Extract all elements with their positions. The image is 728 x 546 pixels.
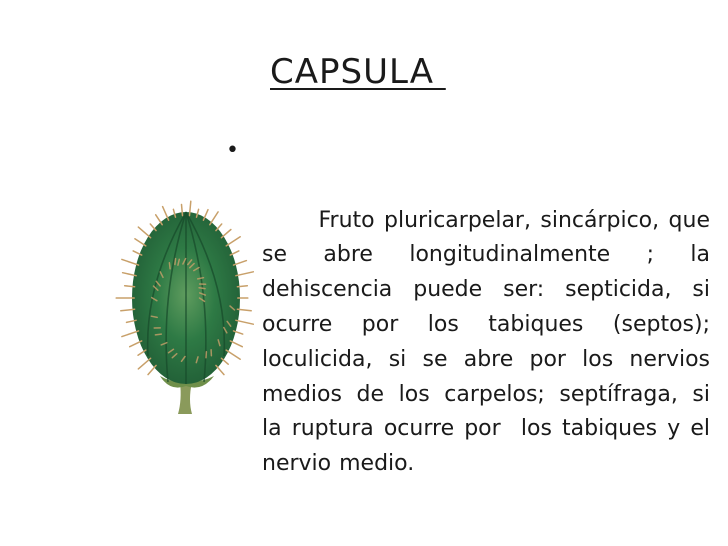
capsule-spine [210,212,218,225]
capsule-spine [138,227,150,238]
capsule-spine [230,341,242,347]
capsule-spine [226,237,240,246]
capsule-spine [148,365,156,374]
bullet-text: Fruto pluricarpelar, sincárpico, que se abre longitudinalmente ; la dehiscencia puede ser: septicida, si ocurre por los tabiques (septos); loculicida, si se abre por los nervios medios de los carpelos; septífraga, si la ruptura ocurre por los tabiques y el nervio medio. [262,207,726,477]
capsule-spine [122,259,139,265]
capsule-spine [237,309,251,311]
capsule-spine [138,358,150,369]
capsule-spine [182,205,183,216]
capsule-spine [221,230,231,238]
capsule-spine [121,309,135,311]
slide-title: CAPSULA [270,52,446,92]
bullet-list [226,134,726,517]
capsule-spine [123,273,137,276]
capsule-spine [156,215,163,225]
capsule-spine [226,350,240,359]
capsule-spine [155,334,161,335]
bullet-marker: • [226,138,239,163]
capsule-spine [216,224,222,231]
capsule-spine [216,365,224,374]
capsule-spine [163,207,169,221]
capsule-spine [169,263,170,269]
capsule-spine [234,261,247,266]
capsule-spine [236,272,253,276]
capsule-spine [135,239,146,246]
bullet-item [226,134,726,517]
capsule-spine [122,331,139,337]
capsule-spine [130,341,142,347]
capsule-spine [236,320,253,324]
capsule-spine [175,259,176,265]
capsule-spine [199,288,205,289]
capsule-fruit-image [108,186,268,422]
capsule-spine [150,224,156,231]
